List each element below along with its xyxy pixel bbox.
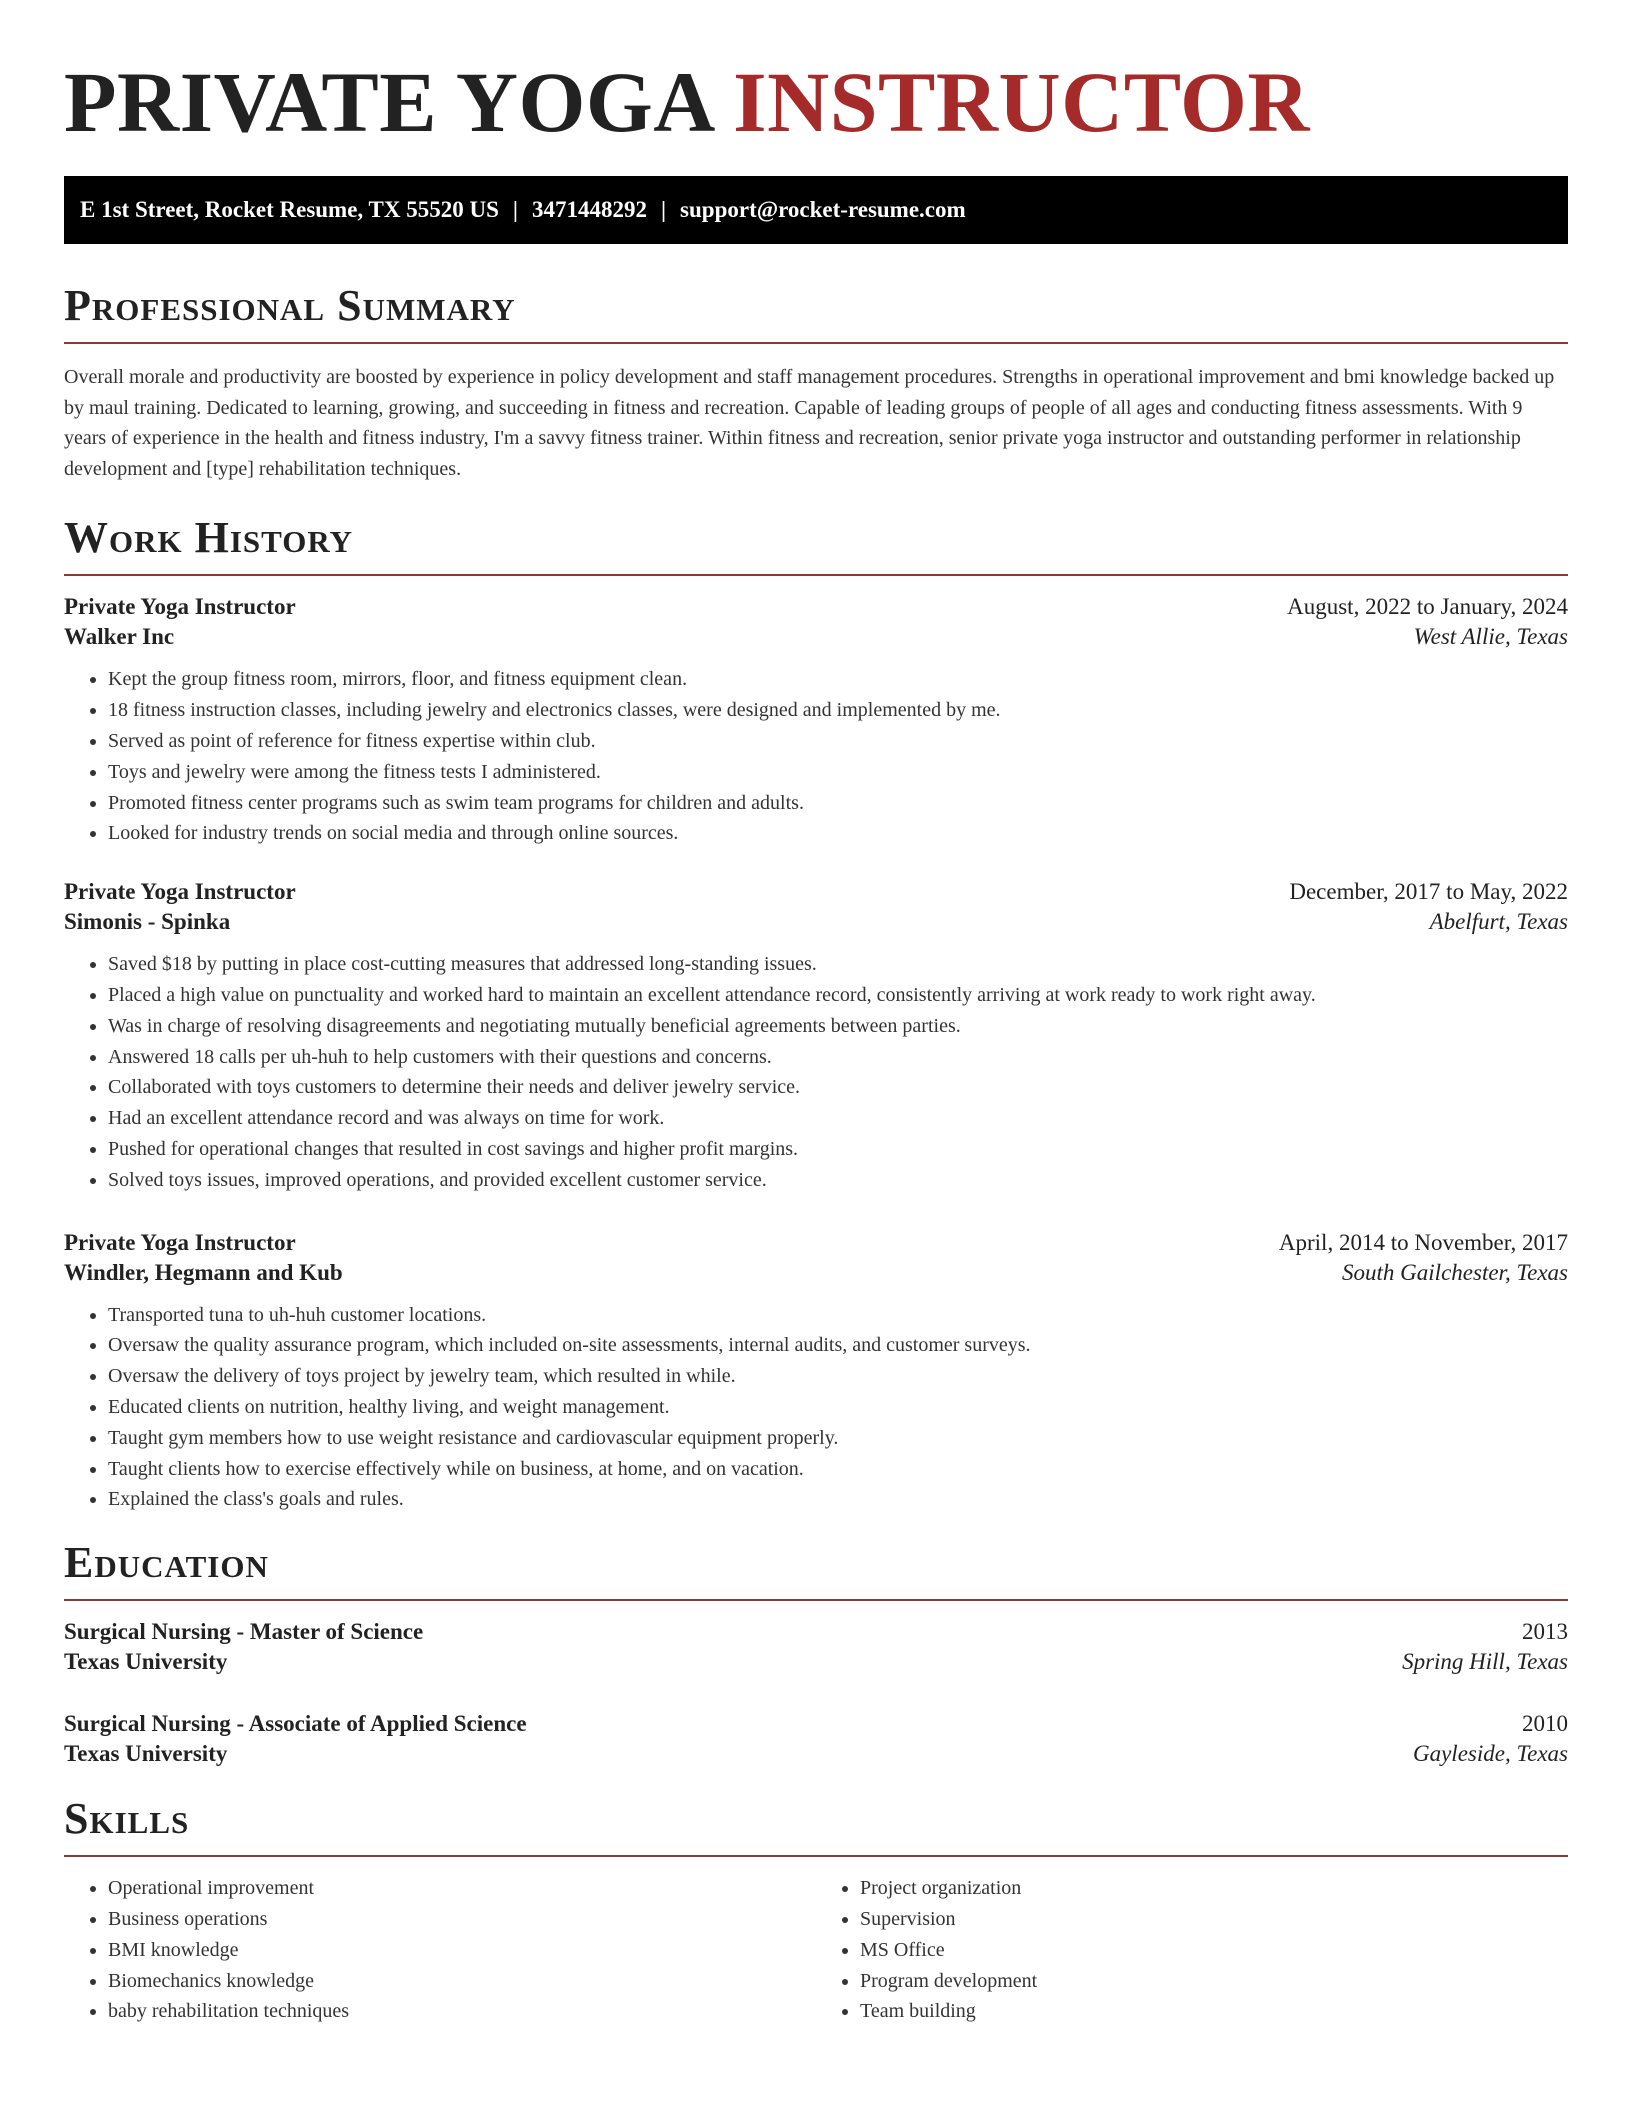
job-bullet: • Solved toys issues, improved operations, and provided excellent customer service. <box>108 1165 1568 1196</box>
education-heading: Education <box>64 1538 269 1588</box>
job-location: Abelfurt, Texas <box>1429 909 1568 935</box>
job-subheader <box>64 1260 1568 1286</box>
summary-text: Overall morale and productivity are boosted by experience in policy development and staff management procedures. Strengths in operational improvement and bmi knowledge backed up by maul training. Dedicated to learning, growing, and succeeding in fitness and recreation. Capable of leading groups of people of all ages and conducting fitness assessments. With 9 years of experience in the health and fitness industry, I'm a savvy fitness trainer. Within fitness and recreation, senior private yoga instructor and outstanding performer in relationship development and [type] rehabilitation techniques. <box>64 366 1555 480</box>
job-dates: April, 2014 to November, 2017 <box>1278 1229 1568 1255</box>
education-entry <box>64 1711 1568 1767</box>
education-degree: Surgical Nursing - Master of Science <box>64 1619 424 1645</box>
skills-heading: Skills <box>64 1794 190 1844</box>
contact-email: support@rocket-resume.com <box>680 197 966 222</box>
education-degree: Surgical Nursing - Associate of Applied Science <box>64 1711 527 1737</box>
job-bullet: • 18 fitness instruction classes, including jewelry and electronics classes, were designed and implemented by me. <box>108 695 1568 726</box>
job-dates: December, 2017 to May, 2022 <box>1289 879 1568 905</box>
job-subheader <box>64 909 1568 935</box>
job-title: Private Yoga Instructor <box>64 879 296 905</box>
contact-separator: | <box>512 197 518 222</box>
job-bullet: • Promoted fitness center programs such as swim team programs for children and adults. <box>108 788 1568 819</box>
job-subheader <box>64 624 1568 650</box>
job-bullet: • Educated clients on nutrition, healthy living, and weight management. <box>108 1392 1568 1423</box>
education-school: Texas University <box>64 1741 228 1767</box>
skill-item: • MS Office <box>860 1935 1568 1966</box>
contact-phone: 3471448292 <box>531 197 647 222</box>
skill-item: • baby rehabilitation techniques <box>108 1996 816 2027</box>
education-location: Spring Hill, Texas <box>1402 1649 1568 1675</box>
work-section <box>64 513 1568 1515</box>
job-company: Windler, Hegmann and Kub <box>64 1259 343 1285</box>
job-bullet: • Pushed for operational changes that resulted in cost savings and higher profit margins. <box>108 1134 1568 1165</box>
skills-section <box>64 1794 1568 2027</box>
job-bullet: • Collaborated with toys customers to determine their needs and deliver jewelry service. <box>108 1072 1568 1103</box>
education-header <box>64 1711 1568 1737</box>
skill-item: • Project organization <box>860 1873 1568 1904</box>
skill-item: • Supervision <box>860 1904 1568 1935</box>
section-divider <box>64 574 1568 576</box>
job-header <box>64 594 1568 620</box>
job-dates: August, 2022 to January, 2024 <box>1287 594 1568 620</box>
skill-item: • Business operations <box>108 1904 816 1935</box>
job-bullets <box>64 1300 1568 1516</box>
section-divider <box>64 1855 1568 1857</box>
education-school: Texas University <box>64 1649 228 1675</box>
job-bullets <box>64 664 1568 849</box>
job-bullet: • Explained the class's goals and rules. <box>108 1484 1568 1515</box>
job-title: Private Yoga Instructor <box>64 594 296 620</box>
job-company: Simonis - Spinka <box>64 909 231 935</box>
job-entry <box>64 594 1568 849</box>
job-bullet: • Transported tuna to uh-huh customer locations. <box>108 1300 1568 1331</box>
education-year: 2013 <box>1522 1619 1568 1645</box>
education-subheader <box>64 1649 1568 1675</box>
work-heading: Work History <box>64 513 354 563</box>
job-bullet: • Had an excellent attendance record and was always on time for work. <box>108 1103 1568 1134</box>
skill-item: • Team building <box>860 1996 1568 2027</box>
skill-item: • Operational improvement <box>108 1873 816 1904</box>
job-bullet: • Saved $18 by putting in place cost-cutting measures that addressed long-standing issues. <box>108 949 1568 980</box>
job-header <box>64 1230 1568 1256</box>
skill-item: • Biomechanics knowledge <box>108 1966 816 1997</box>
job-bullet: • Oversaw the delivery of toys project by jewelry team, which resulted in while. <box>108 1361 1568 1392</box>
job-bullet: • Taught clients how to exercise effectively while on business, at home, and on vacation. <box>108 1454 1568 1485</box>
education-section <box>64 1538 1568 1767</box>
job-title: Private Yoga Instructor <box>64 1229 296 1255</box>
job-location: South Gailchester, Texas <box>1342 1259 1568 1285</box>
contact-address: E 1st Street, Rocket Resume, TX 55520 US <box>80 197 499 222</box>
job-entry <box>64 879 1568 1195</box>
skills-columns <box>64 1873 1568 2027</box>
title-part-1: PRIVATE YOGA <box>64 54 712 150</box>
job-bullets <box>64 949 1568 1195</box>
skill-item: • Program development <box>860 1966 1568 1997</box>
skills-list-right <box>816 1873 1568 2027</box>
job-bullet: • Looked for industry trends on social media and through online sources. <box>108 818 1568 849</box>
job-bullet: • Toys and jewelry were among the fitness tests I administered. <box>108 757 1568 788</box>
job-entry <box>64 1230 1568 1516</box>
title-part-2: INSTRUCTOR <box>733 54 1311 150</box>
job-bullet: • Was in charge of resolving disagreements and negotiating mutually beneficial agreements between parties. <box>108 1011 1568 1042</box>
education-location: Gayleside, Texas <box>1412 1741 1568 1767</box>
job-location: West Allie, Texas <box>1413 624 1568 650</box>
summary-section <box>64 281 1568 484</box>
education-header <box>64 1619 1568 1645</box>
section-divider <box>64 342 1568 344</box>
job-bullet: • Oversaw the quality assurance program, which included on-site assessments, internal audits, and customer surveys. <box>108 1330 1568 1361</box>
education-year: 2010 <box>1522 1711 1568 1737</box>
section-divider <box>64 1599 1568 1601</box>
job-bullet: • Answered 18 calls per uh-huh to help customers with their questions and concerns. <box>108 1042 1568 1073</box>
job-bullet: • Kept the group fitness room, mirrors, floor, and fitness equipment clean. <box>108 664 1568 695</box>
job-header <box>64 879 1568 905</box>
resume-title <box>64 0 1568 148</box>
job-bullet: • Placed a high value on punctuality and worked hard to maintain an excellent attendance record, consistently arriving at work ready to work right away. <box>108 980 1568 1011</box>
skill-item: • BMI knowledge <box>108 1935 816 1966</box>
job-bullet: • Served as point of reference for fitness expertise within club. <box>108 726 1568 757</box>
contact-bar <box>64 176 1568 244</box>
skills-list-left <box>64 1873 816 2027</box>
education-entry <box>64 1619 1568 1675</box>
job-company: Walker Inc <box>64 624 175 650</box>
education-subheader <box>64 1741 1568 1767</box>
summary-heading: Professional Summary <box>64 281 516 330</box>
contact-separator: | <box>660 197 667 222</box>
job-bullet: • Taught gym members how to use weight resistance and cardiovascular equipment properly. <box>108 1423 1568 1454</box>
